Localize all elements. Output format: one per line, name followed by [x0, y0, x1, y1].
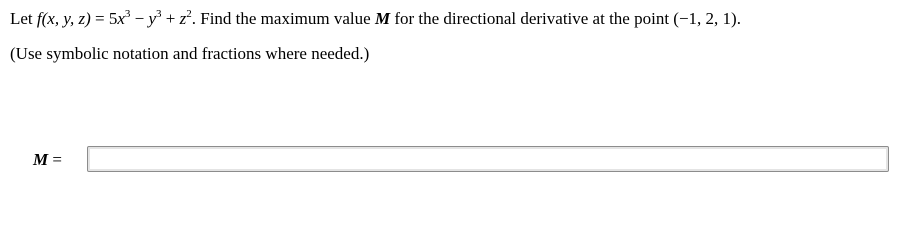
- variable-m: M: [374, 9, 391, 28]
- answer-label-equals: =: [48, 150, 62, 169]
- term3-exponent: 2: [186, 8, 192, 20]
- question-tail: for the directional derivative at the point (−1, 2, 1).: [390, 9, 741, 28]
- function-name: f: [36, 9, 42, 28]
- instruction-note: (Use symbolic notation and fractions where needed.): [10, 44, 370, 63]
- answer-label: [33, 150, 62, 170]
- question-mid: . Find the maximum value: [191, 9, 375, 28]
- answer-row: [33, 146, 893, 174]
- term2-var: y: [148, 9, 157, 28]
- question-text: [10, 9, 741, 31]
- term3-var: z: [179, 9, 187, 28]
- minus-text: −: [130, 9, 149, 28]
- answer-input[interactable]: [87, 146, 889, 172]
- function-args: (x, y, z): [41, 9, 91, 28]
- term1-exponent: 3: [124, 8, 131, 20]
- plus-text: +: [161, 9, 180, 28]
- question-lead: Let: [10, 9, 37, 28]
- term2-exponent: 3: [156, 8, 162, 20]
- equals-text: = 5: [90, 9, 118, 28]
- term1-var: x: [117, 9, 125, 28]
- answer-label-var: M: [33, 150, 49, 169]
